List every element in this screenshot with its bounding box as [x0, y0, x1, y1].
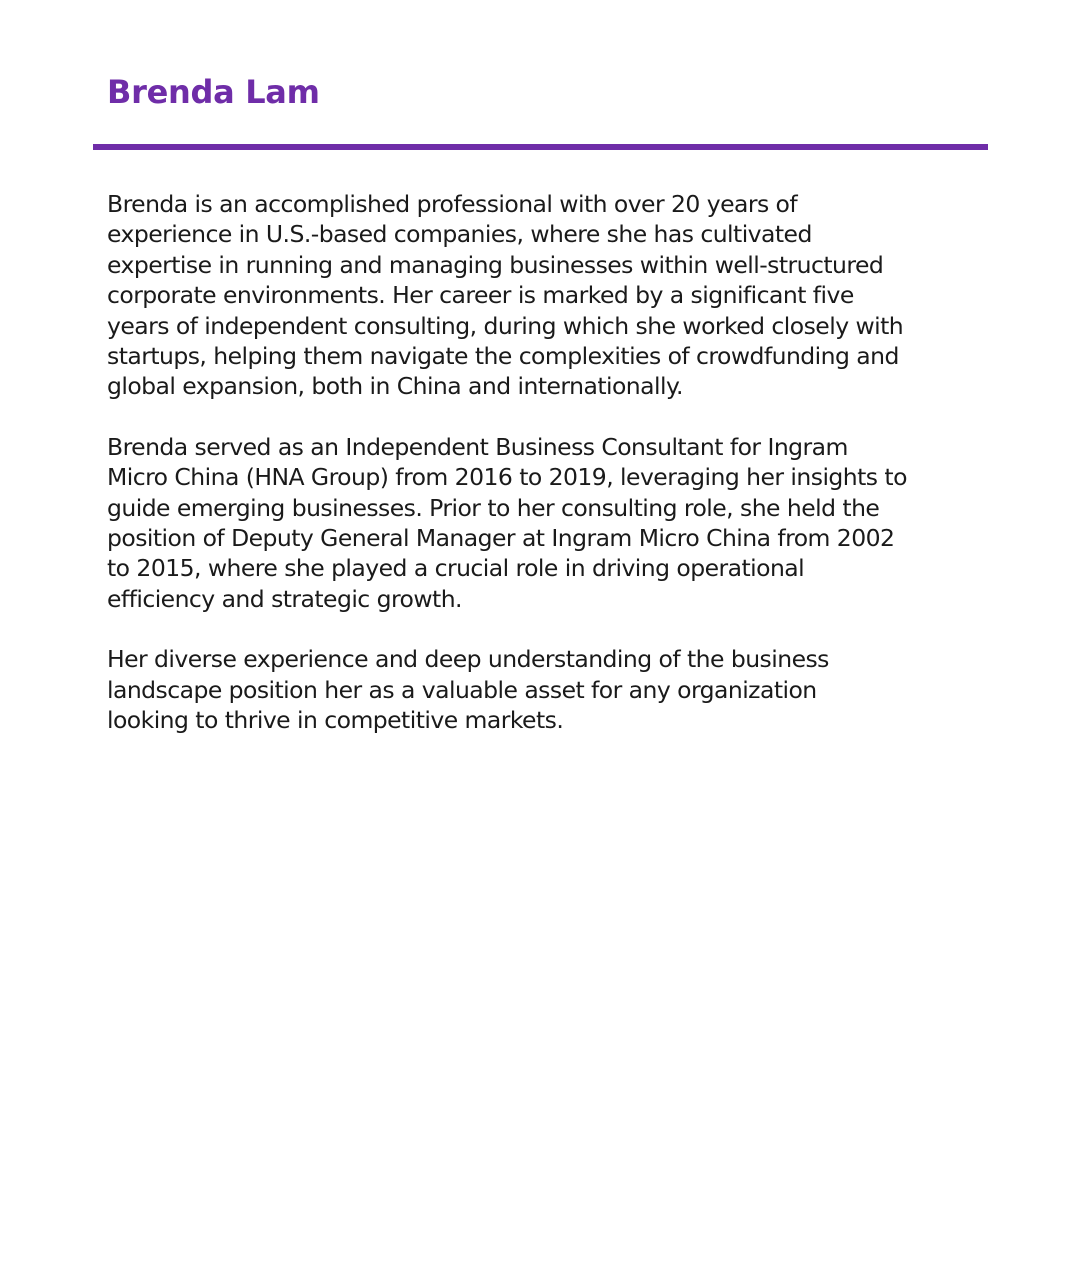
profile-name-heading: Brenda Lam — [107, 73, 320, 111]
biography — [107, 189, 987, 766]
heading-divider — [93, 144, 988, 150]
bio-paragraph-2: Brenda served as an Independent Business Consultant for Ingram Micro China (HNA Group) from 2016 to 2019, leveraging her insights to guide emerging businesses. Prior to her consulting role, she held the position of Deputy General Manager at Ingram Micro China from 2002 to 2015, where she played a crucial role in driving operational efficiency and strategic growth. — [107, 432, 907, 613]
bio-paragraph-1: Brenda is an accomplished professional with over 20 years of experience in U.S.-based companies, where she has cultivated expertise in running and managing businesses within well-structured corporate environments. Her career is marked by a significant five years of independent consulting, during which she worked closely with startups, helping them navigate the complexities of crowdfunding and global expansion, both in China and internationally. — [107, 190, 904, 401]
bio-paragraph-3: Her diverse experience and deep understanding of the business landscape position her as a valuable asset for any organization looking to thrive in competitive markets. — [107, 645, 829, 735]
